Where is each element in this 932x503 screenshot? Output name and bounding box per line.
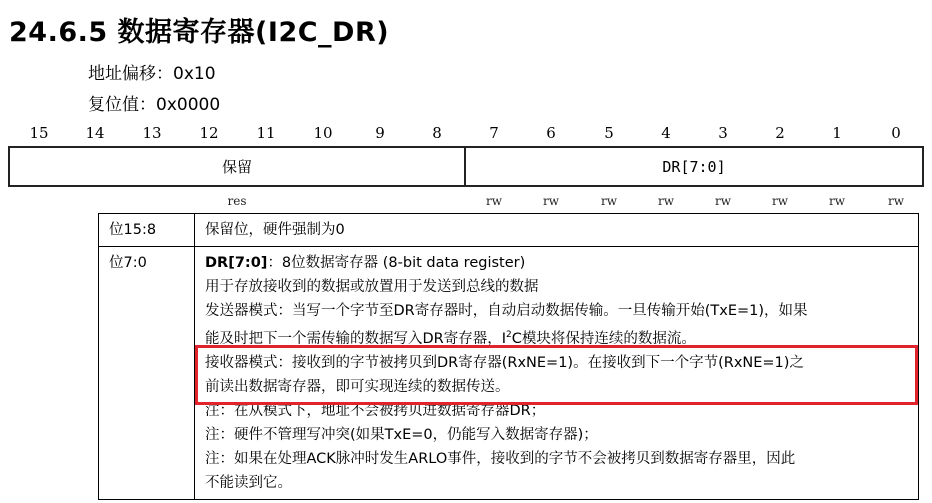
access-reserved: res: [227, 194, 247, 208]
access-type: rw: [542, 194, 559, 208]
bit-number: 8: [432, 124, 442, 142]
dr-field: DR[7:0]: [464, 146, 924, 187]
section-title: 24.6.5 数据寄存器(I2C_DR): [9, 17, 390, 48]
bit-number: 4: [661, 124, 671, 142]
description-text: C模块将保持连续的数据流。: [511, 330, 696, 347]
field-summary: ：8位数据寄存器 (8-bit data register): [267, 255, 526, 271]
field-heading: [205, 251, 910, 275]
description-line: 接收器模式：接收到的字节被拷贝到DR寄存器(RxNE=1)。在接收到下一个字节(RxNE=1)之: [205, 354, 804, 371]
bit-number: 3: [718, 124, 728, 142]
reset-value-label: 复位值：: [88, 95, 156, 115]
bit-number: 10: [313, 124, 333, 142]
description-line: 发送器模式：当写一个字节至DR寄存器时，自动启动数据传输。一旦传输开始(TxE=1)，如果: [205, 303, 808, 319]
access-type: rw: [485, 194, 502, 208]
bit-number: 2: [775, 124, 785, 142]
bit-number: 0: [891, 124, 901, 142]
description-cell: [195, 214, 919, 247]
reset-value-value: 0x0000: [156, 95, 221, 115]
description-cell: [195, 247, 919, 500]
reserved-field: 保留: [8, 146, 466, 187]
bit-number: 9: [375, 124, 385, 142]
access-type: rw: [887, 194, 904, 208]
access-type: rw: [657, 194, 674, 208]
address-offset: [88, 59, 216, 84]
bit-number: 11: [256, 124, 276, 142]
access-type: rw: [714, 194, 731, 208]
note-line: 不能读到它。: [205, 474, 292, 491]
bit-description-table: [98, 213, 919, 500]
description-line: 保留位，硬件强制为0: [205, 222, 345, 238]
superscript: 2: [506, 330, 512, 340]
bit-number: 14: [85, 124, 105, 142]
note-line: 注：如果在处理ACK脉冲时发生ARLO事件，接收到的字节不会被拷贝到数据寄存器里，因此: [205, 450, 796, 467]
access-type: rw: [828, 194, 845, 208]
description-line: 前读出数据寄存器，即可实现连续的数据传送。: [205, 378, 510, 395]
table-row: [99, 214, 919, 247]
description-text: 能及时把下一个需传输的数据写入DR寄存器，I: [205, 330, 507, 347]
address-offset-label: 地址偏移：: [88, 64, 173, 84]
bit-number: 12: [199, 124, 219, 142]
access-type: rw: [771, 194, 788, 208]
bit-number-row: [0, 124, 932, 144]
access-row: [0, 194, 932, 208]
bit-range-cell: 位15:8: [99, 214, 195, 247]
description-line: 用于存放接收到的数据或放置用于发送到总线的数据: [205, 279, 539, 295]
address-offset-value: 0x10: [173, 64, 216, 84]
field-name: DR[7:0]: [205, 255, 268, 271]
bit-number: 7: [489, 124, 499, 142]
bit-number: 5: [604, 124, 614, 142]
reset-value: [88, 90, 220, 115]
bit-number: 15: [29, 124, 49, 142]
bit-number: 13: [142, 124, 162, 142]
access-type: rw: [600, 194, 617, 208]
description-line: [205, 323, 910, 351]
bit-number: 1: [832, 124, 842, 142]
bit-number: 6: [546, 124, 556, 142]
note-line: 注：硬件不管理写冲突(如果TxE=0，仍能写入数据寄存器)；: [205, 426, 598, 443]
note-line: 注：在从模式下，地址不会被拷贝进数据寄存器DR；: [205, 402, 546, 419]
table-row: [99, 247, 919, 500]
bit-range-cell: 位7:0: [99, 247, 195, 500]
